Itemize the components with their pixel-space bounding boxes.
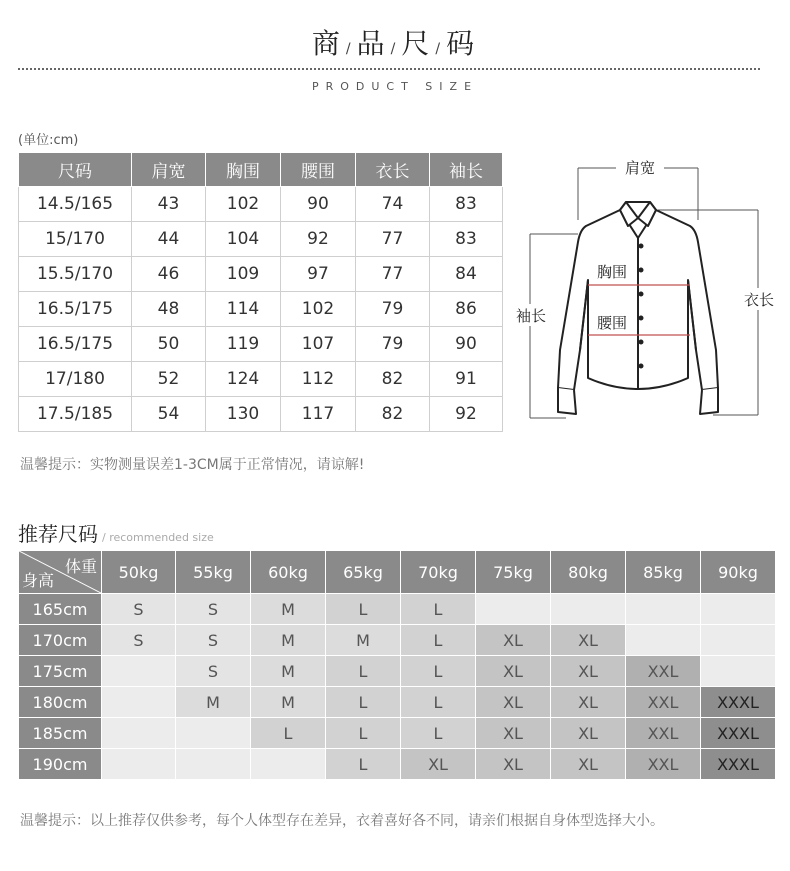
- size-table-cell: 14.5/165: [19, 187, 132, 222]
- recommend-size-cell: XXXL: [701, 687, 776, 718]
- size-table-header-row: [19, 153, 503, 187]
- size-table-cell: 16.5/175: [19, 292, 132, 327]
- recommend-size-cell: XL: [551, 687, 626, 718]
- weight-label: 体重: [64, 557, 97, 576]
- size-table-cell: 114: [206, 292, 281, 327]
- recommend-size-cell: XL: [551, 625, 626, 656]
- height-cell: 175cm: [19, 656, 102, 687]
- recommend-size-cell: XXL: [626, 687, 701, 718]
- recommend-size-cell: XL: [551, 718, 626, 749]
- size-table-cell: 43: [132, 187, 206, 222]
- recommend-size-cell: S: [176, 656, 251, 687]
- weight-header-cell: 90kg: [701, 551, 776, 594]
- recommend-size-cell: XXL: [626, 749, 701, 780]
- size-table-cell: 107: [281, 327, 356, 362]
- height-label: 身高: [22, 571, 55, 590]
- recommend-size-cell: L: [401, 656, 476, 687]
- recommend-size-cell: [102, 656, 176, 687]
- height-cell: 190cm: [19, 749, 102, 780]
- size-table-cell: 48: [132, 292, 206, 327]
- recommend-size-cell: M: [251, 625, 326, 656]
- recommend-heading: [18, 518, 214, 547]
- weight-header-cell: 60kg: [251, 551, 326, 594]
- recommend-size-cell: XL: [476, 625, 551, 656]
- recommend-size-cell: [102, 687, 176, 718]
- size-header-cell: 肩宽: [132, 153, 206, 187]
- size-table-row: [19, 327, 503, 362]
- size-table-cell: 109: [206, 257, 281, 292]
- recommend-size-cell: XXL: [626, 718, 701, 749]
- height-cell: 170cm: [19, 625, 102, 656]
- recommend-size-cell: XL: [476, 749, 551, 780]
- size-table-cell: 46: [132, 257, 206, 292]
- size-table-cell: 44: [132, 222, 206, 257]
- size-table-cell: 74: [356, 187, 430, 222]
- height-cell: 165cm: [19, 594, 102, 625]
- size-table-cell: 104: [206, 222, 281, 257]
- waist-label: 腰围: [596, 314, 628, 332]
- corner-cell: [19, 551, 102, 594]
- recommend-size-cell: S: [176, 594, 251, 625]
- recommend-size-cell: L: [401, 625, 476, 656]
- recommend-size-cell: L: [326, 718, 401, 749]
- title-char: 码: [446, 27, 479, 60]
- recommend-size-cell: L: [326, 687, 401, 718]
- chest-label: 胸围: [596, 263, 628, 281]
- recommend-size-cell: L: [251, 718, 326, 749]
- recommend-subtitle: / recommended size: [102, 531, 214, 544]
- size-header-cell: 衣长: [356, 153, 430, 187]
- recommend-size-cell: L: [326, 656, 401, 687]
- size-table-cell: 82: [356, 362, 430, 397]
- recommend-size-cell: XXL: [626, 656, 701, 687]
- recommend-size-cell: M: [251, 687, 326, 718]
- shirt-illustration: [508, 150, 788, 430]
- size-table-cell: 50: [132, 327, 206, 362]
- page-subtitle: PRODUCT SIZE: [311, 80, 479, 93]
- size-table-cell: 90: [430, 327, 503, 362]
- size-table-cell: 16.5/175: [19, 327, 132, 362]
- recommend-size-cell: S: [176, 625, 251, 656]
- title-sep: /: [435, 41, 445, 57]
- weight-header-cell: 65kg: [326, 551, 401, 594]
- recommend-row: [19, 656, 776, 687]
- size-header-cell: 胸围: [206, 153, 281, 187]
- title-sep: /: [345, 41, 355, 57]
- recommend-size-cell: L: [326, 594, 401, 625]
- recommend-size-cell: M: [251, 594, 326, 625]
- size-table-cell: 54: [132, 397, 206, 432]
- size-header-cell: 袖长: [430, 153, 503, 187]
- size-table-cell: 79: [356, 292, 430, 327]
- recommend-table-body: [19, 594, 776, 780]
- recommend-size-cell: [701, 594, 776, 625]
- recommend-size-cell: [626, 625, 701, 656]
- size-table-cell: 91: [430, 362, 503, 397]
- weight-header-cell: 70kg: [401, 551, 476, 594]
- recommend-size-cell: [102, 749, 176, 780]
- recommend-row: [19, 625, 776, 656]
- size-table-cell: 84: [430, 257, 503, 292]
- recommend-size-cell: [701, 656, 776, 687]
- title-sep: /: [390, 41, 400, 57]
- size-table-row: [19, 257, 503, 292]
- recommend-size-cell: XXXL: [701, 718, 776, 749]
- recommend-size-cell: XL: [476, 687, 551, 718]
- shoulder-label: 肩宽: [624, 159, 656, 177]
- size-table-cell: 92: [281, 222, 356, 257]
- size-table-cell: 130: [206, 397, 281, 432]
- recommend-size-cell: [251, 749, 326, 780]
- shirt-diagram: [508, 150, 788, 430]
- recommend-size-cell: S: [102, 594, 176, 625]
- weight-header-cell: 85kg: [626, 551, 701, 594]
- size-table-cell: 102: [281, 292, 356, 327]
- weight-header-cell: 75kg: [476, 551, 551, 594]
- recommend-size-cell: XL: [401, 749, 476, 780]
- recommend-row: [19, 594, 776, 625]
- height-cell: 180cm: [19, 687, 102, 718]
- recommend-tip: 温馨提示：以上推荐仅供参考，每个人体型存在差异，衣着喜好各不同，请亲们根据自身体型选择大小。: [20, 813, 664, 829]
- recommend-row: [19, 749, 776, 780]
- size-table-cell: 117: [281, 397, 356, 432]
- recommend-size-cell: [476, 594, 551, 625]
- dotted-divider: [18, 68, 760, 70]
- recommend-size-cell: [551, 594, 626, 625]
- size-table-cell: 83: [430, 187, 503, 222]
- measurement-tip: 温馨提示：实物测量误差1-3CM属于正常情况，请谅解!: [20, 457, 365, 473]
- size-table-cell: 52: [132, 362, 206, 397]
- recommend-size-cell: S: [102, 625, 176, 656]
- size-table-cell: 97: [281, 257, 356, 292]
- size-table: [18, 152, 503, 432]
- size-table-cell: 86: [430, 292, 503, 327]
- size-table-cell: 17/180: [19, 362, 132, 397]
- size-table-cell: 92: [430, 397, 503, 432]
- sleeve-label: 袖长: [515, 307, 547, 325]
- recommend-size-cell: XL: [476, 718, 551, 749]
- page-title: [0, 22, 790, 62]
- size-table-row: [19, 187, 503, 222]
- size-table-row: [19, 292, 503, 327]
- size-table-cell: 119: [206, 327, 281, 362]
- recommend-size-cell: [176, 718, 251, 749]
- weight-header-cell: 55kg: [176, 551, 251, 594]
- size-header-cell: 尺码: [19, 153, 132, 187]
- recommend-size-cell: L: [401, 718, 476, 749]
- recommend-size-cell: L: [401, 687, 476, 718]
- recommend-size-cell: [701, 625, 776, 656]
- size-table-row: [19, 362, 503, 397]
- recommend-size-cell: [626, 594, 701, 625]
- recommend-row: [19, 718, 776, 749]
- size-table-row: [19, 222, 503, 257]
- recommend-table: [18, 550, 776, 780]
- recommend-size-cell: XL: [551, 656, 626, 687]
- size-table-cell: 90: [281, 187, 356, 222]
- recommend-row: [19, 687, 776, 718]
- height-cell: 185cm: [19, 718, 102, 749]
- title-char: 商: [311, 27, 344, 60]
- weight-header-cell: 80kg: [551, 551, 626, 594]
- recommend-title: 推荐尺码: [18, 522, 98, 546]
- size-table-cell: 15.5/170: [19, 257, 132, 292]
- recommend-size-cell: M: [176, 687, 251, 718]
- recommend-size-cell: L: [401, 594, 476, 625]
- weight-header-cell: 50kg: [102, 551, 176, 594]
- size-table-cell: 77: [356, 257, 430, 292]
- size-table-body: [19, 187, 503, 432]
- size-table-cell: 79: [356, 327, 430, 362]
- recommend-size-cell: M: [326, 625, 401, 656]
- size-table-cell: 17.5/185: [19, 397, 132, 432]
- recommend-size-cell: M: [251, 656, 326, 687]
- recommend-size-cell: [176, 749, 251, 780]
- size-table-cell: 102: [206, 187, 281, 222]
- size-table-row: [19, 397, 503, 432]
- recommend-size-cell: XXXL: [701, 749, 776, 780]
- recommend-size-cell: L: [326, 749, 401, 780]
- size-table-cell: 82: [356, 397, 430, 432]
- title-char: 尺: [401, 27, 434, 60]
- recommend-size-cell: [102, 718, 176, 749]
- size-table-cell: 124: [206, 362, 281, 397]
- title-char: 品: [356, 27, 389, 60]
- recommend-size-cell: XL: [551, 749, 626, 780]
- size-table-cell: 77: [356, 222, 430, 257]
- unit-label: (单位:cm): [18, 133, 79, 148]
- size-table-cell: 83: [430, 222, 503, 257]
- recommend-size-cell: XL: [476, 656, 551, 687]
- size-header-cell: 腰围: [281, 153, 356, 187]
- recommend-header-row: [19, 551, 776, 594]
- size-table-cell: 15/170: [19, 222, 132, 257]
- length-label: 衣长: [743, 291, 775, 309]
- size-table-cell: 112: [281, 362, 356, 397]
